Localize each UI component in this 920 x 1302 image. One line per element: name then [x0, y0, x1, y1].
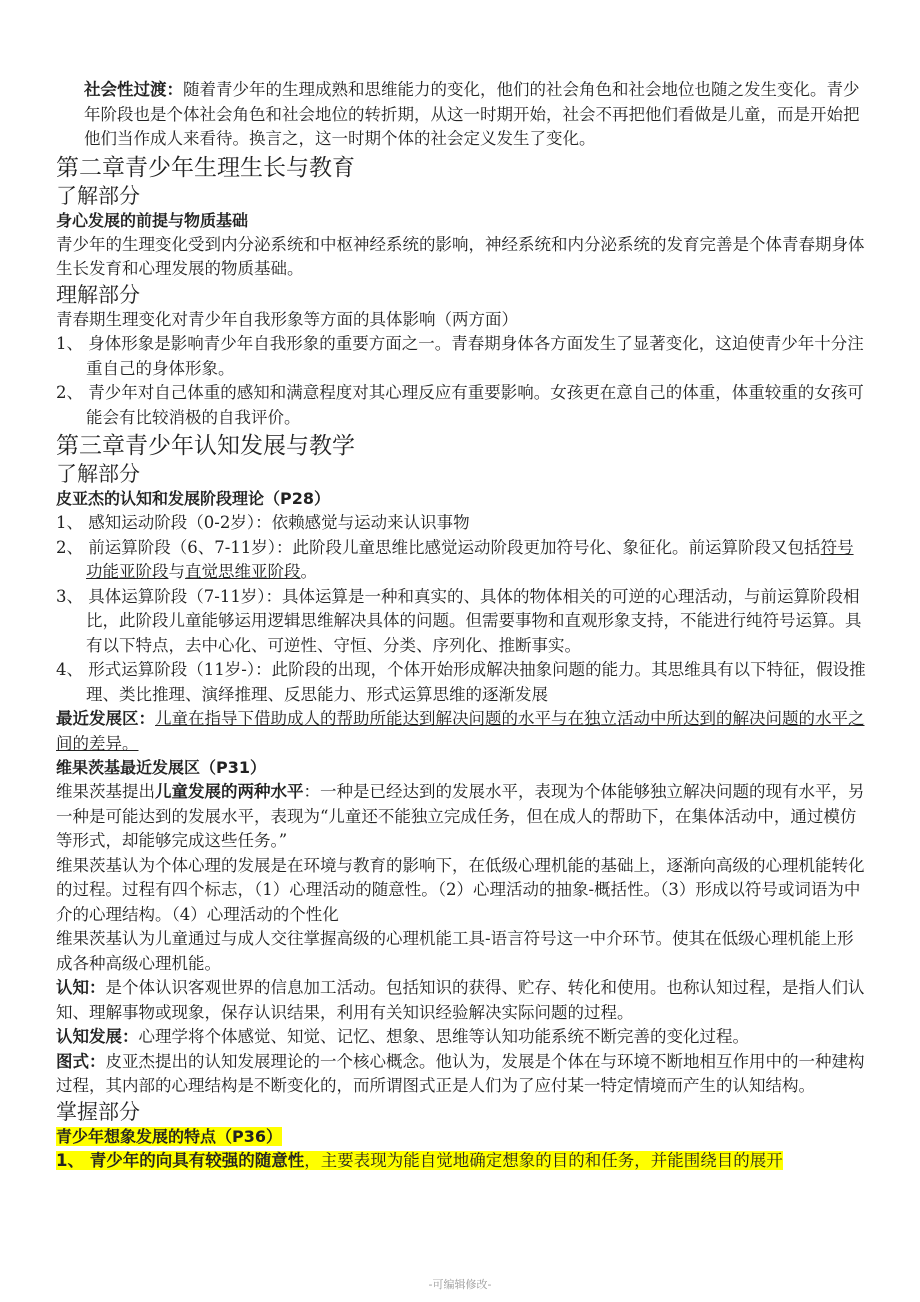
chapter2-paragraph-basis: 青少年的生理变化受到内分泌系统和中枢神经系统的影响，神经系统和内分泌系统的发育完善是个体青春期身体生长发育和心理发展的物质基础。 — [56, 234, 865, 278]
chapter2-section-understand: 了解部分 — [56, 183, 140, 208]
chapter3-section-understand: 了解部分 — [56, 462, 140, 486]
list-item: 1、 感知运动阶段（0-2岁）：依赖感觉与运动来认识事物 — [56, 513, 470, 532]
vygotsky-paragraph-levels: 维果茨基提出儿童发展的两种水平：一种是已经达到的发展水平，表现为个体能够独立解决问题的现有水平，另一种是可能达到的发展水平，表现为“儿童还不能独立完成任务，但在成人的帮助下，在集体活动中，通过模仿等形式，却能够完成这些任务。” — [56, 782, 865, 850]
vygotsky-paragraph-development: 维果茨基认为个体心理的发展是在环境与教育的影响下，在低级心理机能的基础上，逐渐向高级的心理机能转化的过程。过程有四个标志，（1）心理活动的随意性。（2）心理活动的抽象-概括性。（3）形成以符号或词语为中介的心理结构。（4）心理活动的个性化 — [56, 855, 865, 924]
term-social-transition: 社会性过渡： — [84, 80, 183, 99]
list-item: 1、 身体形象是影响青少年自我形象的重要方面之一。青春期身体各方面发生了显著变化，这迫使青少年十分注重自己的身体形象。 — [56, 334, 864, 378]
list-item: 2、 前运算阶段（6、7-11岁）：此阶段儿童思维比感觉运动阶段更加符号化、象征化。前运算阶段又包括符号功能亚阶段与直觉思维亚阶段。 — [56, 537, 854, 581]
list-item: 2、 青少年对自己体重的感知和满意程度对其心理反应有重要影响。女孩更在意自己的体重，体重较重的女孩可能会有比较消极的自我评价。 — [56, 383, 864, 427]
schema-definition: 图式：皮亚杰提出的认知发展理论的一个核心概念。他认为，发展是个体在与环境不断地相互作用中的一种建构过程，其内部的心理结构是不断变化的，而所谓图式正是人们为了应付某一特定情境而产生的认知结构。 — [56, 1051, 865, 1095]
chapter3-section-master: 掌握部分 — [56, 1099, 140, 1124]
vygotsky-paragraph-tools: 维果茨基认为儿童通过与成人交往掌握高级的心理机能工具-语言符号这一中介环节。使其在低级心理机能上形成各种高级心理机能。 — [56, 929, 854, 973]
document-page — [56, 78, 868, 1173]
chapter3-heading-vygotsky: 维果茨基最近发展区（P31） — [56, 758, 266, 777]
list-item: 4、 形式运算阶段（11岁-）：此阶段的出现，个体开始形成解决抽象问题的能力。其思维具有以下特征，假设推理、类比推理、演绎推理、反思能力、形式运算思维的逐渐发展 — [56, 660, 866, 704]
chapter3-heading-piaget: 皮亚杰的认知和发展阶段理论（P28） — [56, 489, 330, 508]
cognition-definition: 认知：是个体认识客观世界的信息加工活动。包括知识的获得、贮存、转化和使用。也称认知过程，是指人们认知、理解事物或现象，保存认识结果，利用有关知识经验解决实际问题的过程。 — [56, 978, 865, 1022]
chapter2-title: 第二章青少年生理生长与教育 — [56, 154, 355, 181]
chapter2-paragraph-influence: 青春期生理变化对青少年自我形象等方面的具体影响（两方面） — [56, 309, 518, 329]
chapter2-heading-basis: 身心发展的前提与物质基础 — [56, 210, 249, 230]
list-item: 3、 具体运算阶段（7-11岁）：具体运算是一种和真实的、具体的物体相关的可逆的心理活动，与前运算阶段相比，此阶段儿童能够运用逻辑思维解决具体的问题。但需要事物和直观形象支持，不能进行纯符号运算。具有以下特点，去中心化、可逆性、守恒、分类、序列化、推断事实。 — [56, 586, 862, 655]
page-footer: -可编辑修改- — [428, 1278, 492, 1291]
chapter2-section-comprehend: 理解部分 — [56, 282, 140, 307]
zpd-definition: 最近发展区：儿童在指导下借助成人的帮助所能达到解决问题的水平与在独立活动中所达到的解决问题的水平之间的差异。 — [56, 709, 865, 753]
chapter3-heading-imagination: 青少年想象发展的特点（P36） — [56, 1126, 282, 1146]
chapter3-title: 第三章青少年认知发展与教学 — [56, 433, 355, 459]
intro-paragraph: 社会性过渡：随着青少年的生理成熟和思维能力的变化，他们的社会角色和社会地位也随之发生变化。青少年阶段也是个体社会角色和社会地位的转折期，从这一时期开始，社会不再把他们看做是儿童，而是开始把他们当作成人来看待。换言之，这一时期个体的社会定义发生了变化。 — [84, 80, 860, 148]
list-item: 1、 青少年的向具有较强的随意性，主要表现为能自觉地确定想象的目的和任务，并能围绕目的展开 — [56, 1150, 783, 1170]
cognitive-development-definition: 认知发展：心理学将个体感觉、知觉、记忆、想象、思维等认知功能系统不断完善的变化过程。 — [56, 1027, 749, 1046]
